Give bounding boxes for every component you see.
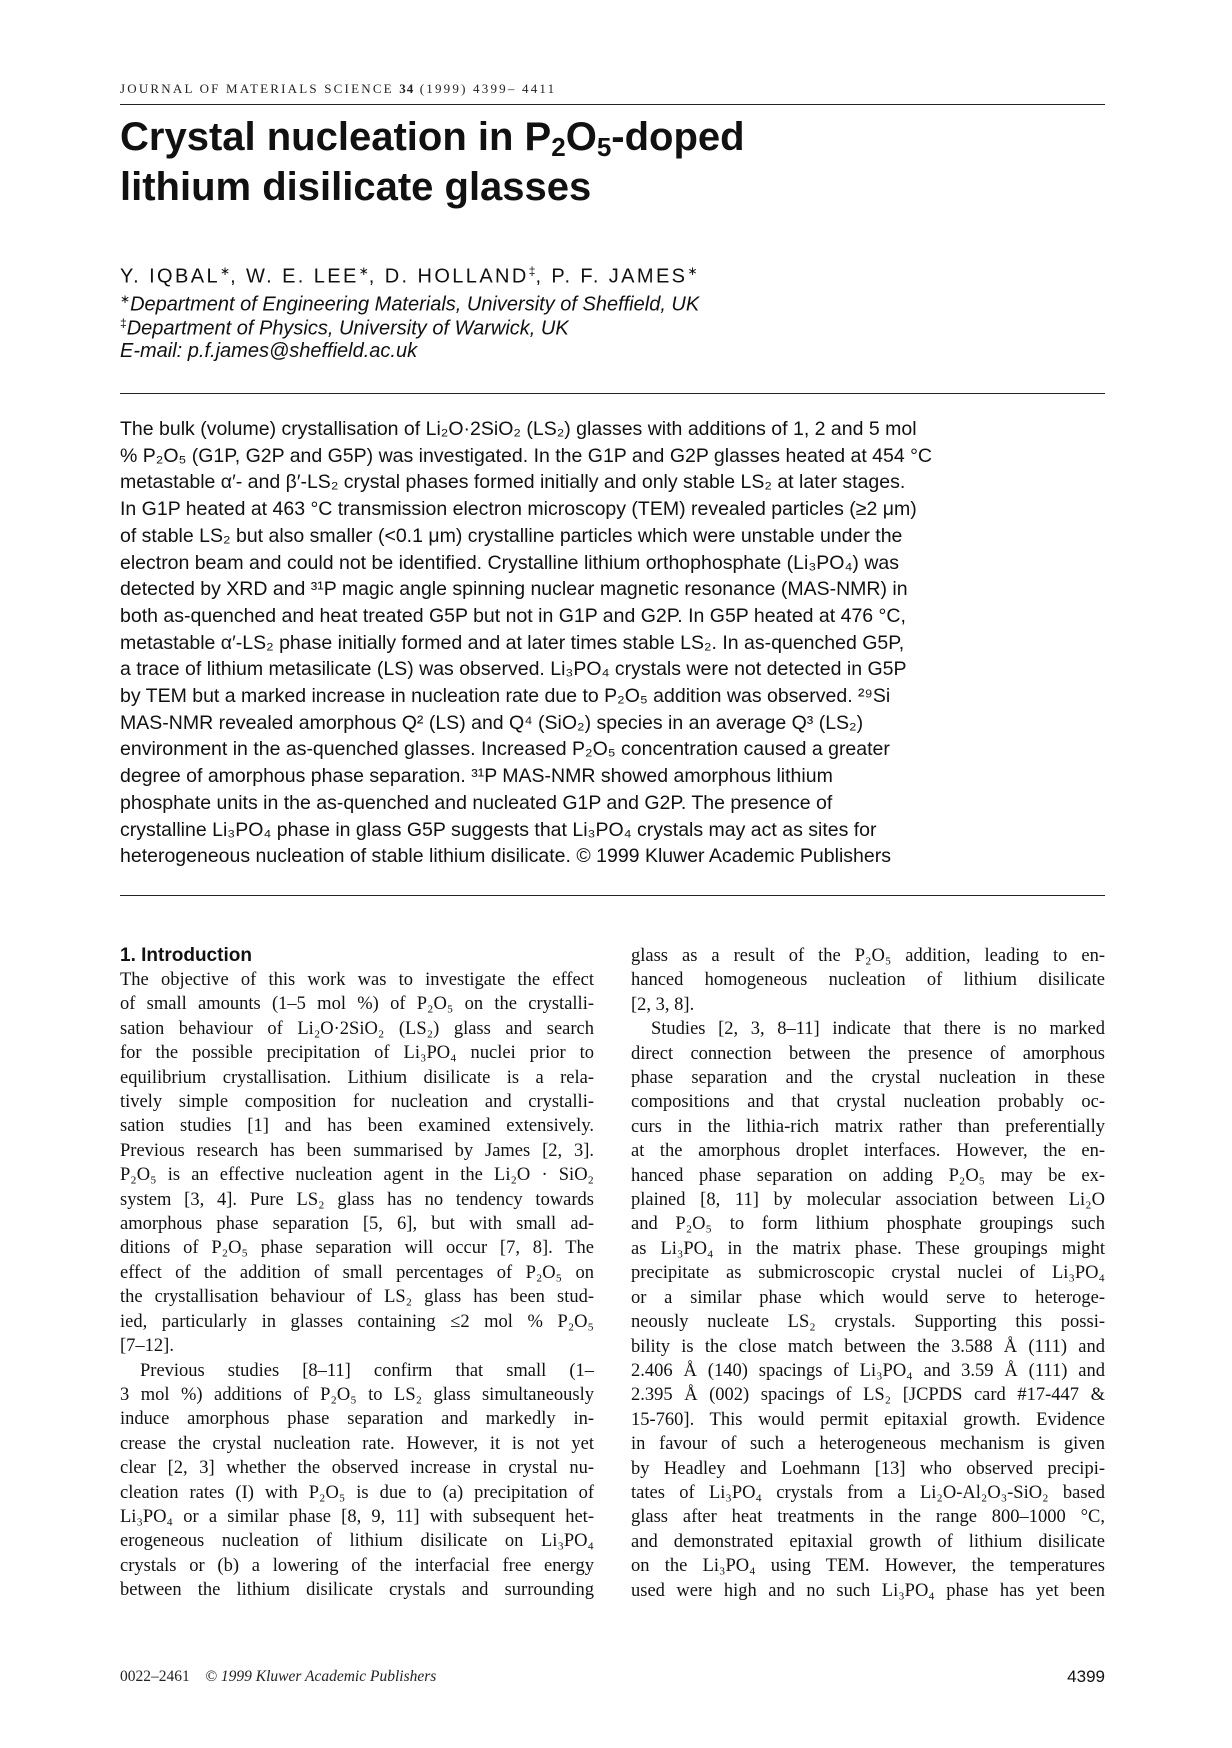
body-line: curs in the lithia-rich matrix rather than preferentially [631,1116,1105,1137]
body-line: Li₃PO₄ or a similar phase [8, 9, 11] with subsequent het- [120,1506,594,1527]
body-line: 3 mol %) additions of P₂O₅ to LS₂ glass simultaneously [120,1384,594,1405]
title-sub-2: 5 [596,132,612,162]
body-line: glass after heat treatments in the range 800–1000 °C, [631,1507,1105,1528]
body-line: hanced phase separation on adding P₂O₅ may be ex- [631,1165,1105,1186]
header-rule [120,104,1105,105]
abstract-line: by TEM but a marked increase in nucleation rate due to P₂O₅ addition was observed. ²⁹Si [120,685,891,708]
abstract-line: detected by XRD and ³¹P magic angle spinning nuclear magnetic resonance (MAS-NMR) in [120,578,908,601]
body-line: system [3, 4]. Pure LS₂ glass has no tendency towards [120,1189,594,1210]
affiliation-text: Department of Engineering Materials, University of Sheffield, UK [130,293,700,316]
left-column [120,944,594,1603]
author-sep: , [230,265,246,288]
title-line-2: lithium disilicate glasses [120,165,592,209]
body-line: cleation rates (I) with P₂O₅ is due to (a) precipitation of [120,1482,594,1503]
abstract-line: of stable LS₂ but also smaller (<0.1 μm) crystalline particles which were unstable under the [120,524,903,547]
body-line: bility is the close match between the 3.588 Å (111) and [631,1336,1105,1357]
abstract-line: environment in the as-quenched glasses. Increased P₂O₅ concentration caused a greater [120,738,890,761]
body-line: phase separation and the crystal nucleation in these [631,1068,1105,1089]
body-line: neously nucleate LS₂ crystals. Supporting this possi- [631,1312,1105,1333]
journal-header [120,81,1105,97]
body-line: by Headley and Loehmann [13] who observed precipi- [631,1458,1105,1479]
body-line: and demonstrated epitaxial growth of lithium disilicate [631,1531,1105,1552]
author-sep: , [535,265,552,288]
affil-mark: ∗ [120,292,131,306]
body-line: compositions and that crystal nucleation probably oc- [631,1092,1105,1113]
body-line: tates of Li₃PO₄ crystals from a Li₂O-Al₂O₃-SiO₂ based [631,1482,1105,1503]
footer-left [120,1668,436,1686]
body-line: between the lithium disilicate crystals and surrounding [120,1580,594,1601]
body-line: and P₂O₅ to form lithium phosphate groupings such [631,1214,1105,1235]
footer-copyright: © 1999 Kluwer Academic Publishers [205,1668,437,1685]
affil-mark: ∗ [220,264,231,278]
body-line: [7–12]. [120,1336,174,1357]
body-line: as Li₃PO₄ in the matrix phase. These groupings might [631,1238,1105,1259]
body-line: Previous studies [8–11] confirm that small (1– [140,1360,594,1381]
body-line: of small amounts (1–5 mol %) of P₂O₅ on the crystalli- [120,994,594,1015]
abstract-top-rule [120,393,1105,394]
section-heading: 1. Introduction [120,945,252,966]
abstract-line: both as-quenched and heat treated G5P but not in G1P and G2P. In G5P heated at 476 °C, [120,604,906,627]
body-line: on the Li₃PO₄ using TEM. However, the temperatures [631,1556,1105,1577]
body-line: sation studies [1] and has been examined extensively. [120,1116,594,1137]
body-line: 2.406 Å (140) spacings of Li₃PO₄ and 3.59 Å (111) and [631,1360,1105,1381]
footer-issn: 0022–2461 [120,1668,190,1685]
body-line: crystals or (b) a lowering of the interfacial free energy [120,1555,594,1576]
body-line: tively simple composition for nucleation and crystalli- [120,1092,594,1113]
paper-title [120,112,1105,212]
body-line: glass as a result of the P₂O₅ addition, leading to en- [631,946,1105,966]
body-line: equilibrium crystallisation. Lithium disilicate is a rela- [120,1067,594,1088]
body-line: direct connection between the presence of amorphous [631,1043,1105,1064]
right-column [631,944,1105,1603]
abstract-line: metastable α′- and β′-LS₂ crystal phases formed initially and only stable LS₂ at later stages. [120,471,906,494]
body-line: sation behaviour of Li₂O·2SiO₂ (LS₂) glass and search [120,1018,594,1039]
body-line: erogeneous nucleation of lithium disilicate on Li₃PO₄ [120,1531,594,1552]
journal-year-pages: (1999) 4399– 4411 [419,81,557,96]
author-holland: D. HOLLAND [384,265,529,288]
affiliation-warwick [120,316,569,341]
author-list [120,264,698,289]
abstract-line: electron beam and could not be identified. Crystalline lithium orthophosphate (Li₃PO₄) was [120,551,899,574]
body-line: Studies [2, 3, 8–11] indicate that there is no marked [651,1019,1105,1040]
title-text-b: O [565,115,597,159]
affiliation-text: Department of Physics, University of Warwick, UK [126,317,569,340]
journal-name: JOURNAL OF MATERIALS SCIENCE [120,81,394,96]
body-line: at the amorphous droplet interfaces. However, the en- [631,1141,1105,1162]
abstract-line: metastable α′-LS₂ phase initially formed and at later times stable LS₂. In as-quenched G5P, [120,631,905,654]
abstract-bottom-rule [120,895,1105,896]
affil-mark: ∗ [358,264,369,278]
abstract-line: In G1P heated at 463 °C transmission electron microscopy (TEM) revealed particles (≥2 μm) [120,498,917,521]
page-number: 4399 [1067,1667,1105,1686]
body-line: the crystallisation behaviour of LS₂ glass has been stud- [120,1287,594,1308]
body-line: or a similar phase which would serve to heteroge- [631,1287,1105,1308]
abstract-line: a trace of lithium metasilicate (LS) was observed. Li₃PO₄ crystals were not detected in G5P [120,658,907,681]
contact-email [120,340,417,363]
body-line: 2.395 Å (002) spacings of LS₂ [JCPDS card #17-447 & [631,1385,1105,1406]
body-line: clear [2, 3] whether the observed increase in crystal nu- [120,1458,594,1479]
body-line: for the possible precipitation of Li₃PO₄ nuclei prior to [120,1043,594,1064]
body-line: precipitate as submicroscopic crystal nuclei of Li₃PO₄ [631,1263,1105,1284]
body-line: [2, 3, 8]. [631,994,695,1015]
abstract-line: crystalline Li₃PO₄ phase in glass G5P suggests that Li₃PO₄ crystals may act as sites for [120,818,877,841]
abstract-line: The bulk (volume) crystallisation of Li₂O·2SiO₂ (LS₂) glasses with additions of 1, 2 and 5 mol [120,418,917,440]
body-line: in favour of such a heterogeneous mechanism is given [631,1434,1105,1455]
author-iqbal: Y. IQBAL [120,265,220,288]
email-address[interactable]: p.f.james@sheffield.ac.uk [187,340,418,362]
affil-mark: ∗ [687,264,698,278]
body-line: induce amorphous phase separation and markedly in- [120,1409,594,1430]
journal-volume: 34 [399,81,415,96]
title-line-1 [120,112,1105,162]
abstract-line: phosphate units in the as-quenched and nucleated G1P and G2P. The presence of [120,791,833,814]
author-lee: W. E. LEE [245,265,359,288]
abstract-line: MAS-NMR revealed amorphous Q² (LS) and Q⁴ (SiO₂) species in an average Q³ (LS₂) [120,711,864,734]
abstract [120,416,1110,870]
body-line: 15-760]. This would permit epitaxial growth. Evidence [631,1409,1105,1430]
abstract-line: degree of amorphous phase separation. ³¹P MAS-NMR showed amorphous lithium [120,765,833,788]
affil-mark: ‡ [528,264,536,278]
body-line: effect of the addition of small percentages of P₂O₅ on [120,1262,594,1283]
affiliation-sheffield [120,292,699,317]
body-line: Previous research has been summarised by James [2, 3]. [120,1140,594,1161]
title-text-c: -doped [611,115,745,159]
abstract-line: % P₂O₅ (G1P, G2P and G5P) was investigated. In the G1P and G2P glasses heated at 454 °C [120,444,933,467]
body-line: amorphous phase separation [5, 6], but with small ad- [120,1214,594,1235]
body-line: The objective of this work was to investigate the effect [120,970,594,990]
title-sub-1: 2 [551,132,566,162]
body-line: P₂O₅ is an effective nucleation agent in the Li₂O · SiO₂ [120,1165,594,1186]
affil-mark: ‡ [120,316,127,330]
body-line: used were high and no such Li₃PO₄ phase has yet been [631,1580,1105,1601]
body-line: plained [8, 11] by molecular association between Li₂O [631,1190,1105,1211]
email-label: E-mail: [120,340,183,362]
author-sep: , [368,265,385,288]
body-line: ditions of P₂O₅ phase separation will occur [7, 8]. The [120,1238,594,1259]
body-line: hanced homogeneous nucleation of lithium disilicate [631,970,1105,991]
title-text-a: Crystal nucleation in P [120,115,552,159]
body-line: ied, particularly in glasses containing ≤2 mol % P₂O₅ [120,1311,594,1332]
author-james: P. F. JAMES [551,265,688,288]
abstract-line: heterogeneous nucleation of stable lithium disilicate. © 1999 Kluwer Academic Publishers [120,845,891,868]
body-line: crease the crystal nucleation rate. However, it is not yet [120,1433,594,1454]
